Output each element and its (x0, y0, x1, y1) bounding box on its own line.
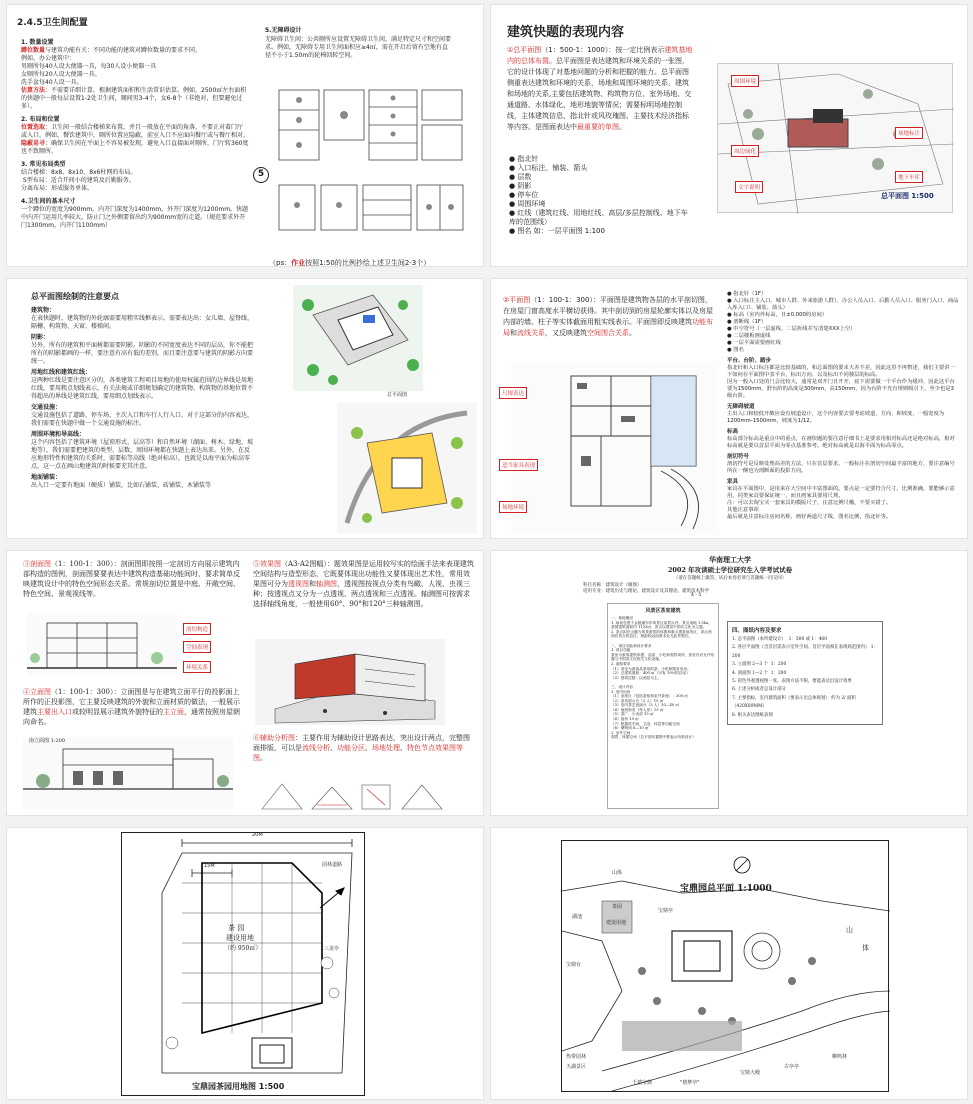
card-body: 1. 总平面图（本所建设计） 1：500 或 1：400 2. 各层平面图（含首层需表示室外空间、首层平面须在表现场范围内） 1：200 3. 立面图 2—3 个 1：200 4. 剖面图 1—2 个 1：200 5. 彩色外观透视图一张，表现方法不限，要能表达出设计效果 6. 上述分析或者总设计部分 7. 主要指标，室内建筑面积（要表示出总体规划） 约为 2/ 面积（420X89MM） 8. 相关表达图纸表现 (732, 637, 878, 718)
map-label: 体 (862, 944, 869, 952)
checklist (509, 155, 693, 236)
map-label: 建设用地 (606, 920, 627, 926)
checklist-item: ● 入口标注、铺装、箭头 (509, 164, 588, 172)
slide-title: 2.4.5卫生间配置 (17, 18, 88, 28)
heading-quantity: 1. 数量设置 (21, 39, 54, 46)
para-paving: 出入口一定要有地面（硬质）铺装，比如石铺装、砖铺装、木铺装等 (31, 482, 212, 489)
slide-floor-plan (490, 278, 968, 539)
annotation-tag: 环境关系 (183, 661, 211, 673)
analysis-svg (257, 779, 457, 813)
heading-section-symbol: 剖切符号 (727, 454, 750, 460)
slide-title: 总平面图绘制的注意要点 (31, 292, 119, 301)
exam-document (607, 603, 719, 809)
slide-baoding-master-plan (490, 827, 968, 1100)
map-label: 山体 (612, 870, 623, 876)
master-plan-intro: ①总平面图（1：500-1：1000）：按一定比例表示建筑基地内的总体布置。总平面图是表达建筑和环境关系的一张图，它的设计体现了对基地问题的分析和把握的能力。总平面图侧重表达建筑和环境的关系，场地和周围环境的关系，建筑和场地的关系,主要包括建筑物、构筑物方位、室外场地、交通道路、水体绿化、地形地貌等情况；需要标明场地控制线，主体建筑信息、指北针或风玫瑰图、主要技术经济指标等内容。是图面表达中最重要的单图。 (507, 46, 693, 131)
map-title: 宝鼎园总平面 1:1000 (680, 884, 772, 894)
annotation-tag: 剖切构造 (183, 623, 211, 635)
annotation-tag: 空间表现 (183, 641, 211, 653)
map-label: 山 (846, 926, 853, 934)
section-svg (27, 613, 177, 675)
para-traffic: 交通设施包括了道路、停车场、主次入口和车行人行入口。对于这部分的内容表达，我们需要在快题中做一个交通设施的标注。 (31, 412, 254, 427)
dimension-top: 20M (252, 832, 263, 838)
exam-note: （请在答题纸上做答，试后本卷必须与答题纸一同交回） (673, 576, 787, 581)
map-label: 宝鼎大殿 (740, 1070, 761, 1076)
heading-types: 3. 常见布局类型 (21, 161, 66, 168)
step-number-circle: 5 (253, 167, 269, 183)
heading-environment: 周围环境和导高线： (31, 431, 86, 438)
dimension-mid: 15M (204, 863, 215, 869)
checklist-item: ● 周围环境 (509, 200, 546, 208)
annotation-tag: 适当家具表现 (499, 459, 538, 471)
map-label: 宝鼎台 (566, 962, 582, 968)
heading-furniture: 家具 (727, 479, 739, 485)
para-size: 一个蹲位的宽度为900mm，内开门深度为1400mm，外开门深度为1200mm。快题中内开门运用几率较大，防止门之外侧要留出约为900mm宽的走道。（规范要求外开门1300mm，内开门1100mm） (21, 206, 249, 229)
annotation-tag: 地下车库 (895, 171, 923, 183)
annotation-tag: 周围环境 (731, 75, 759, 87)
doc-title: 风景区茶室建筑 (645, 608, 681, 614)
para-furniture: 家具在平面图中，是用来在大空间中丰富图面的。要点是一定要符合尺寸，比例准确，要能够示意用，同类家具要保证统一，而且画家具要用尺规。 注：可以去淘宝买一套家具的模版尺子，注意比例尺哦，不要买错了。 其他注意事项 最后就是注意标注房间名称，画好两道尺寸线，图名比例，指北针等。 (727, 486, 955, 520)
perspective-svg (255, 639, 445, 725)
para-building: 在表快题时，建筑物的外轮廓需要用粗实线框表示。需要表达出：女儿墙、屋脊线、隔栅、构筑物、天窗、楼梯间。 (31, 315, 254, 330)
colored-plan-svg (293, 285, 423, 391)
exam-school: 华南理工大学 (709, 555, 751, 564)
para-shadow: 另外，所有的建筑和平面树都需要阴影。阴影的不同宽度表达不同的层高，你不能把所有的阴影都画的一样，要注意有高有低的差别，而且要注意要与建筑的阴影方向要统一。 (31, 342, 254, 365)
slide-title: 建筑快题的表现内容 (507, 25, 625, 40)
para-section: ③剖面图（1：100-1：300）：剖面图即按照一定剖切方向展示建筑内部构造的图例，剖面图要要表达中建筑构造基础功能间时，要求简单反映建筑设计中的特色空间形态关系。常规剖切位置是中庭、开敞空间、特色空间、景观视线等。 (23, 560, 240, 598)
slide-express-content (490, 4, 968, 267)
annotation-tag: 场地环境 (499, 501, 527, 513)
annotation-tag: 周边绿化 (731, 145, 759, 157)
slide-section-elevation (6, 550, 484, 816)
floor-plan-intro: ②平面图（1：100-1：300）：平面图是建筑物各层的水平剖切图，在房屋门窗高度水平横切获得。其中剖切到的房屋轮廓实体以及房屋内部的墙、柱子等实体截面用粗实线表示。平面图即反映建筑功能布局和流线关系，又反映建筑空间围合关系。 (503, 296, 713, 337)
para-elevation: ④立面图（1：100-1：300）：立面图是与在建筑立面平行的投影面上所作的正投影图，它主要反映建筑的外貌和立面材质的做法，一般展示建筑主要出入口或较明显展示建筑外貌特征的主立面，通常按照房屋朝向命名。 (23, 688, 240, 726)
analysis-diagrams (257, 779, 457, 813)
elevation-svg (23, 737, 233, 809)
exam-page-number: 4 - 5 (691, 593, 702, 598)
para-environment: 这个内容包括了建筑环境（屋顶形式、层高等）和自然环境（湖面、树木、绿地、坡地等），我们需要把建筑的类型、层数、周围环境都在快题上表达出来。另外，在反应地形特性和建筑的关系时，需要标等高线（绝对标高），也就是以海平面为标高零点，这一点在画山地建筑的时候要充其注意。 (31, 439, 254, 470)
annotation-tag: 尺规表达 (499, 387, 527, 399)
site-map-svg (122, 833, 366, 1097)
heading-paving: 地面铺装： (31, 474, 62, 481)
checklist-item: ● 图名 如：一层平面图 1:100 (509, 227, 605, 235)
heading-redlines: 用地红线和建筑红线： (31, 369, 92, 376)
checklist-item: ● 指北针 (509, 155, 539, 163)
slide-master-plan-tips (6, 278, 484, 539)
map-label: 千禧宝鼎 (632, 1080, 653, 1086)
site-map-frame (121, 832, 365, 1096)
perspective-rendering (255, 639, 445, 725)
checklist-item: ● 阴影 (509, 182, 532, 190)
checklist-item: ● 停车位 (509, 191, 539, 199)
heading-traffic: 交通设施： (31, 404, 62, 411)
exam-subject: 科目名称：建筑设计（做图） 适用专业：建筑历史与理论、建筑设计及其理论、建筑技术科学 (583, 583, 709, 594)
slide-toilet-config (6, 4, 484, 267)
para-position: 位置选取：卫生间一般结合楼梯来布置，并且一般放在平面的角落，不要正对着门厅或入口。例如，餐饮建筑中，厕所位置应隐蔽，前室入口不应面向餐厅或与餐厅相对。 (21, 124, 250, 139)
map-label: 茶园 (612, 904, 623, 910)
plan-label: 总平面图 (387, 392, 408, 398)
para-analysis: ⑥辅助分析图：主要作用为辅助设计思路表达，突出设计两点，完整图面排版，可以是流线分析、功能分区、场地处理、特色节点效果图等图。 (253, 734, 470, 762)
toilet-plan-drawings (269, 85, 469, 245)
para-rendering: ⑤效果图（A3-A2图幅）：题效果图是运用较写实的绘画手法来表现建筑空间结构与造型形态，它既要体现出功能性又要体现出艺术性，常用效果图可分为透视图和轴测图，透视图按视点分类有鸟瞰、人视、虫视三种；按透视点又分为一点透视、两点透视和三点透视。轴测图可按需求选择轴线角度，一般使用60°、90°和120°三种轴测图。 (253, 560, 474, 608)
checklist-item: ● 层数 (509, 173, 532, 181)
heading-shadow: 阴影： (31, 334, 50, 341)
colored-plan-svg-2 (337, 403, 477, 533)
toilet-plans-svg (269, 85, 469, 245)
card-title: 四、图纸内容及要求 (732, 628, 782, 634)
map-label: 宝鼎亭 (658, 908, 674, 914)
master-plan-sketch-2 (337, 403, 477, 533)
section-drawing (27, 613, 177, 675)
plot-label-3: （约 950㎡） (224, 945, 262, 952)
heading-ramp: 无障碍坡道 (727, 404, 755, 410)
heading-layout: 2. 布局和位置 (21, 116, 60, 123)
floor-plan-svg (511, 361, 719, 535)
exam-requirements-card (727, 621, 883, 725)
heading-size: 4.卫生间的基本尺寸 (21, 198, 76, 205)
para-hidden: 隐蔽易寻：确保卫生间在平面上不容易被发现，避免入口直接面对厕所，门厅转360度也不致厕所。 (21, 140, 249, 155)
para-ramp: 主出入口和较低开敞应设有坡道设计，这个内容要去要考虑坡道、方向、和坡度，一般宽度为1200mm-1500mm，坡度为1/12。 (727, 411, 945, 424)
doc-body: 一、基地概况 1. 场设在建于金陵湖东岸风景区某景点内，景点用地 1.5ha，茶园建筑面积约 1133㎡，景点以观赏中国各文化为主题。 2. 茶点拟在山腰为风景游览的休憩和重点观赏场所区，茶点西面有景点休息区，相距较远而基本处无此景观在。 二、项目功能和设计要求 1. 项目功能 茶室为游客提供休憩、品茶、小吃和观景场所，茶室内应允许布置与中国茶文化相关文化设施。 2. 面积要求 （1）茶室为游客品茶用的茶、小吃和服务用房。 （2）总建筑面积：400 ㎡（可有 10%的浮动） （3）建筑层数：以两层为主。 三、设计内容 1. 室内用房 （1）室座区（包括茶座和室外茶座）：300 ㎡ （2）茶具展示台（2 人）15 ㎡ （3）室内茶艺表演台（3 人）30—40 ㎡ （4）值班宿舍（每人房）15 ㎡ （5）茶厂、小卖部 15 ㎡ （6）厨房 10 ㎡ （7）配置洗手间、卫浴、休息等功能空间 （8）储物间 6—10 ㎡ 2. 室外空间 观景、休憩空间（总平面布置图中要表示所需设计） (611, 616, 715, 740)
para-section-symbol: 剖切符号是反映处理高差的方法，只在首层要求，一般标注在剖切空间最丰富的地方，要注意编号所在一侧也为剖断面的投影方向。 (727, 461, 955, 474)
map-label: 天湖景区 (566, 1064, 587, 1070)
heading-elevation: 标高 (727, 429, 739, 435)
drawing-title: 总平面图 1:500 (881, 192, 934, 200)
tips-column (31, 307, 255, 490)
elevation-drawing (23, 737, 233, 809)
slide-exam-paper (490, 550, 968, 816)
para-redlines: 这两种红线是要注意区分的，各类建筑工程项目用地的使用权属范围的边界线是用地红线，要用粗点划线表示，有关法规或详细规划确定的建筑物、构筑物的基地位置不得超出的界线是建筑红线，要用细点划线表示。 (31, 377, 254, 400)
plan-checklist: ● 指北针（1F） ● 入口标注主入口、城市人群、外来旅游人群），办公人员入口、后勤人员入口、服务门入口、商品入库入口）、铺装、箭头） ● 标高（室内外标高，且±0.000的房间） ● 剖断线（1F） ● 中空符号（一层虚线、二层折线并写清楚XXX上空） ● 二层楼板画虚线 ● 一层平面需要画红线 ● 图名 (727, 291, 959, 353)
map-label: 古亭亭 (784, 1064, 800, 1070)
para-types: 结合楼梯：8x8、8x10、8x6柱网的布局。 S型布局：适合开间小的建筑及后勤服务。 分离布局：形成服务单体。 (21, 169, 137, 192)
map-label: "禧梦亭" (680, 1080, 700, 1086)
map-caption: 宝鼎园茶园用地图 1:500 (192, 1082, 285, 1091)
annotation-tag: 文字说明 (735, 181, 763, 193)
heading-accessible: 5.无障碍设计 (265, 27, 302, 34)
map-label: 湖池 (572, 914, 583, 920)
para-quantity: 蹲位数量与建筑功能有关：不同功能的建筑对蹲位数量的要求不同。 (21, 47, 202, 54)
master-plan-sketch-1 (293, 285, 423, 391)
para-platform: 指北针和入口标注都是比较基础的，和总面图的要求大差不差，因此这里不再赘述，我们主要讲一下如何在平面图中表平台、标出方向、以及标出不同楼层的标高。 因为一般入口处的门会比较大，通常是双开门且开开，底下需要做一个平台作为缓冲，因此这平台要为1500mm，舒台阶的高度是300mm，高150mm，因为台阶不光有规则吸引下，至少也是3级台阶。 (727, 365, 955, 399)
checklist-item: ● 红线（建筑红线、用地红线、高层/多层控制线、地下车库的范围线） (509, 209, 688, 226)
map-label: 柳鸣林 (832, 1054, 848, 1060)
plot-label-1: 茶 园 (228, 924, 245, 932)
heading-platform: 平台、台阶、踏步 (727, 358, 772, 364)
plot-label-2: 建设用地 (226, 934, 254, 942)
label-pavilion: 三龙亭 (324, 946, 340, 952)
exam-title: 2002 年攻读硕士学位研究生入学考试试卷 (667, 566, 793, 574)
heading-building: 建筑物： (31, 307, 56, 314)
elevation-label: 南立面图 1:200 (29, 738, 65, 744)
plan-notes-column (727, 291, 959, 521)
para-elevation: 标高部分标高是重点中的重点，在画快题的要注意仔细书上是要求用相对标高还是绝对标高，相对标高就是要以首层平面为零点基准参考。绝对标高就是以海平面为标高零点。 (727, 436, 955, 449)
para-example: 例如，办公建筑中： 男厕所每40人设大便器一具，每30人设小便器一具 女厕所每20人设大便器一具。 洗手盆每40人设一具。 (21, 55, 157, 86)
label-road: 园林道路 (322, 862, 343, 868)
map-label: 热带园林 (566, 1054, 587, 1060)
left-column (21, 39, 249, 230)
para-accessible: 无障碍卫生间：公共厕所应设置无障碍卫生间，满足特定尺寸和空间要求。例如，无障碍专用卫生间面积应≥4㎡，需在开启后留有空地有直径不小于1.50m的轮椅回转空间。 (265, 36, 452, 59)
master-plan-frame (561, 840, 889, 1092)
slide-tea-garden-site (6, 827, 484, 1100)
annotation-tag: 场地标注 (895, 127, 923, 139)
floor-plan-drawing (511, 361, 719, 535)
homework-note: （ps：作业按照1:50的比例抄绘上述卫生间2-3个） (269, 259, 431, 267)
para-estimate: 估算方法：不需要详细计算，根据建筑面积和生活常识估算。例如，2500㎡左右面积的快题中一般每层设置1-2处卫生间，厕间男3-4个，女6-8个（非绝对，但要避免过多）。 (21, 87, 247, 110)
